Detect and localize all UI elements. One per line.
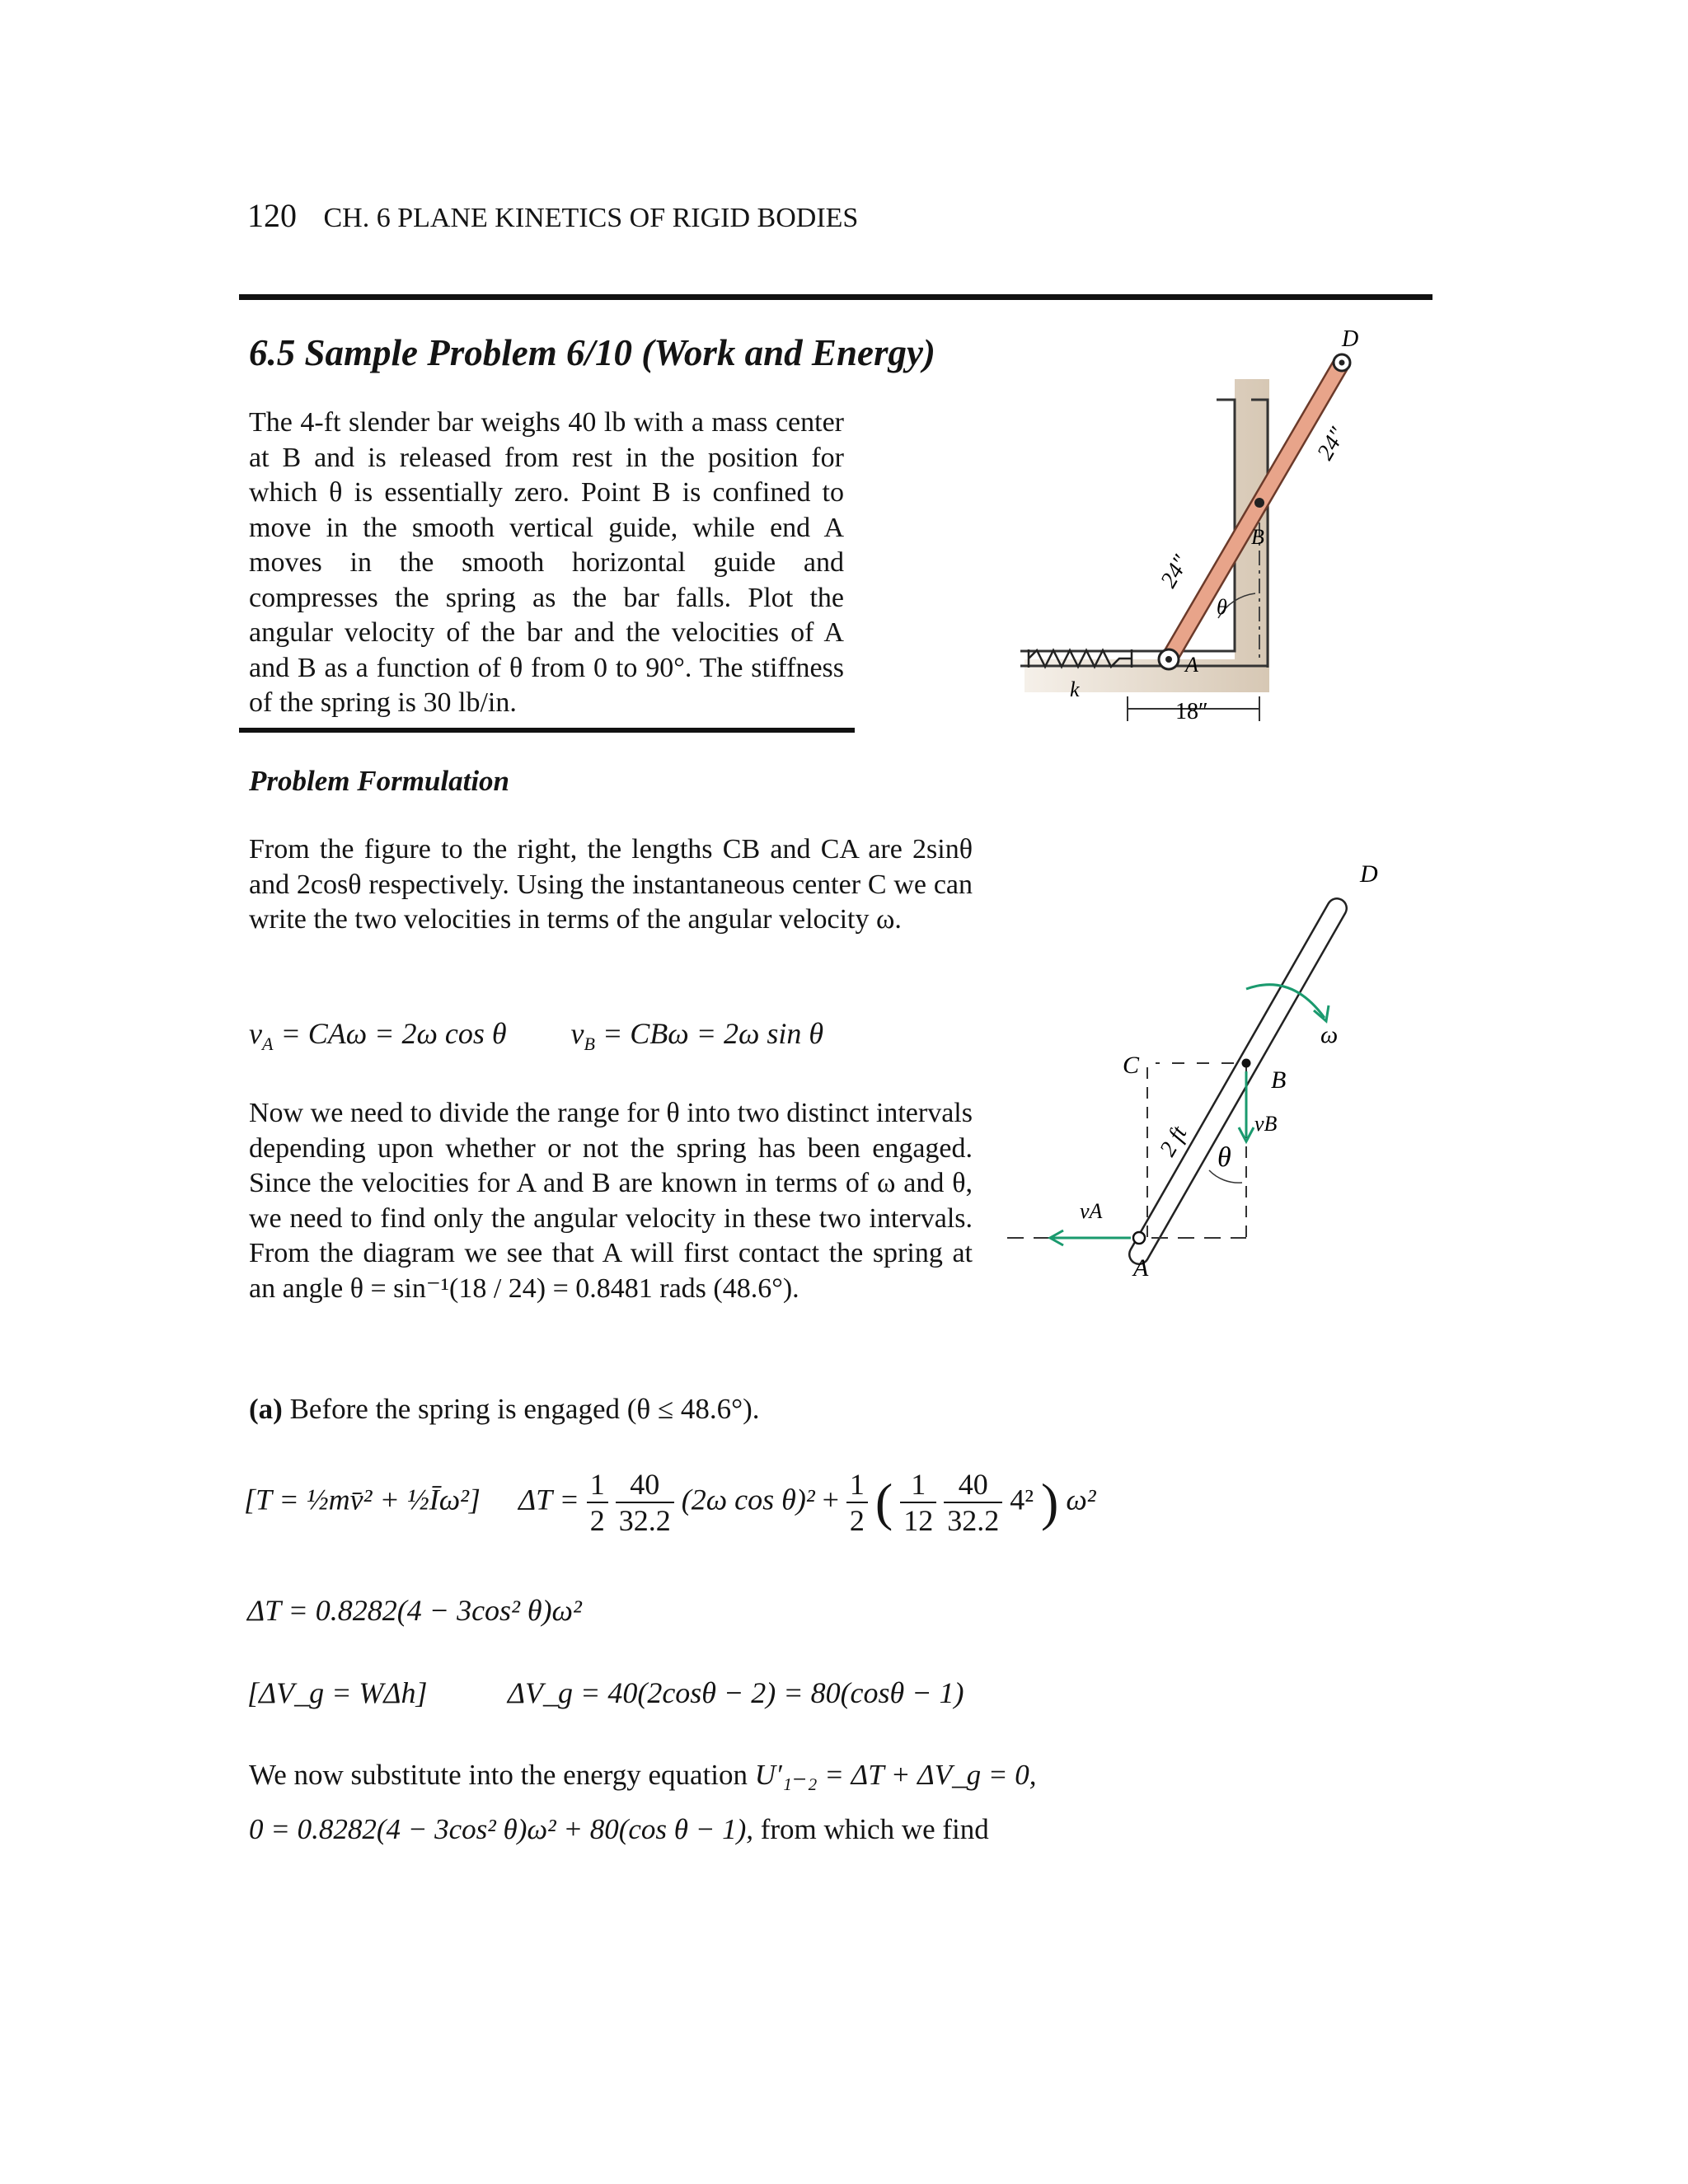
chapter-title: CH. 6 PLANE KINETICS OF RIGID BODIES (323, 203, 859, 233)
page-header (247, 196, 858, 235)
problem-statement: The 4-ft slender bar weighs 40 lb with a mass center at B and is released from rest in the position for which θ is essentially zero. Point B is confined to move in the smooth vertical guide, while end A moves in the smooth horizontal guide and compresses the spring as the bar falls. Plot the angular velocity of the bar and the velocities of A and B as a function of θ from 0 to 90°. The stiffness of the spring is 30 lb/in. (249, 407, 844, 718)
label-D: D (1360, 860, 1378, 888)
final-tail: from which we find (760, 1813, 989, 1845)
page-number: 120 (247, 197, 297, 234)
part-a-label: (a) (249, 1393, 283, 1425)
eq-T-bracket: [T = ½mv̄² + ½Īω²] (244, 1483, 481, 1516)
label-A: A (1185, 653, 1198, 677)
final-text: We now substitute into the energy equation (249, 1759, 748, 1791)
label-D: D (1342, 326, 1359, 352)
label-A: A (1133, 1254, 1149, 1282)
potential-energy-equation (247, 1675, 964, 1710)
final-equation-line (249, 1813, 989, 1846)
point-B-dot (1254, 498, 1264, 508)
label-omega: ω (1320, 1021, 1339, 1048)
label-B: B (1251, 525, 1264, 549)
point-A-icon (1133, 1232, 1145, 1244)
eq-Vg: ΔV_g = 40(2cosθ − 2) = 80(cosθ − 1) (507, 1676, 964, 1709)
eq-dT: ΔT = (518, 1483, 579, 1516)
bar (1139, 908, 1337, 1254)
problem-formulation-heading: Problem Formulation (249, 765, 510, 797)
paragraph-intervals: Now we need to divide the range for θ into two distinct intervals depending upon whether or not the spring has been engaged. Since the velocities for A and B are known in terms of ω and θ, we need to find only the angular velocity in these two intervals. From the diagram we see that A will first contact the spring at an angle θ = sin⁻¹(18 / 24) = 0.8481 rads (48.6°). (249, 1098, 973, 1304)
part-a-text: Before the spring is engaged (θ ≤ 48.6°). (289, 1393, 760, 1425)
label-k: k (1070, 677, 1080, 701)
final-eq: 0 = 0.8282(4 − 3cos² θ)ω² + 80(cos θ − 1), (249, 1813, 753, 1845)
section-title: 6.5 Sample Problem 6/10 (Work and Energy) (249, 332, 935, 373)
eq-T-result: ΔT = 0.8282(4 − 3cos² θ)ω² (247, 1594, 582, 1627)
dimension-18-label: 18″ (1175, 699, 1208, 724)
point-B-dot (1242, 1059, 1251, 1068)
velocity-equations: $v_A = CA\omega = 2\omega$ cos θ $v_B = CB\omega = 2\omega$ sin θ (249, 1017, 824, 1055)
dimension-24-upper: 24″ (1312, 423, 1351, 465)
label-vA: vA (1080, 1199, 1103, 1223)
figure-instantaneous-center (1007, 857, 1403, 1294)
kinetic-energy-equation: [T = ½mv̄² + ½Īω²] ΔT = $\frac{1}{2}$ $\frac{40}{32.2}$ (2ω cos θ)² + $\frac{1}{2}$ ( $\frac{1}{12}$ $\frac{40}{32.2}$ 4² ) ω² (244, 1468, 1096, 1537)
label-theta: θ (1217, 1142, 1231, 1173)
eq-vA: = CAω = 2ω cos θ (280, 1017, 507, 1050)
dimension-24-lower: 24″ (1156, 551, 1194, 593)
label-vB: vB (1254, 1112, 1278, 1136)
label-C: C (1123, 1052, 1140, 1079)
label-B: B (1271, 1066, 1287, 1094)
final-eq-inline: U′₁₋₂ = ΔT + ΔV_g = 0, (754, 1759, 1037, 1791)
figure-bar-in-guides (1012, 321, 1400, 750)
part-a-heading (249, 1393, 760, 1426)
eq-term1: (2ω cos θ)² (681, 1483, 815, 1516)
eq-Vg-bracket: [ΔV_g = WΔh] (247, 1676, 428, 1709)
label-theta: θ (1217, 595, 1227, 619)
label-2ft: 2 ft (1155, 1122, 1193, 1161)
header-rule (239, 294, 1432, 300)
eq-vB: = CBω = 2ω sin θ (602, 1017, 824, 1050)
statement-rule (239, 728, 855, 733)
energy-equation-line (249, 1759, 1036, 1792)
paragraph-instantaneous-center: From the figure to the right, the lengths CB and CA are 2sinθ and 2cosθ respectively. Using the instantaneous center C we can write the two velocities in terms of the angular velocity ω. (249, 834, 973, 935)
